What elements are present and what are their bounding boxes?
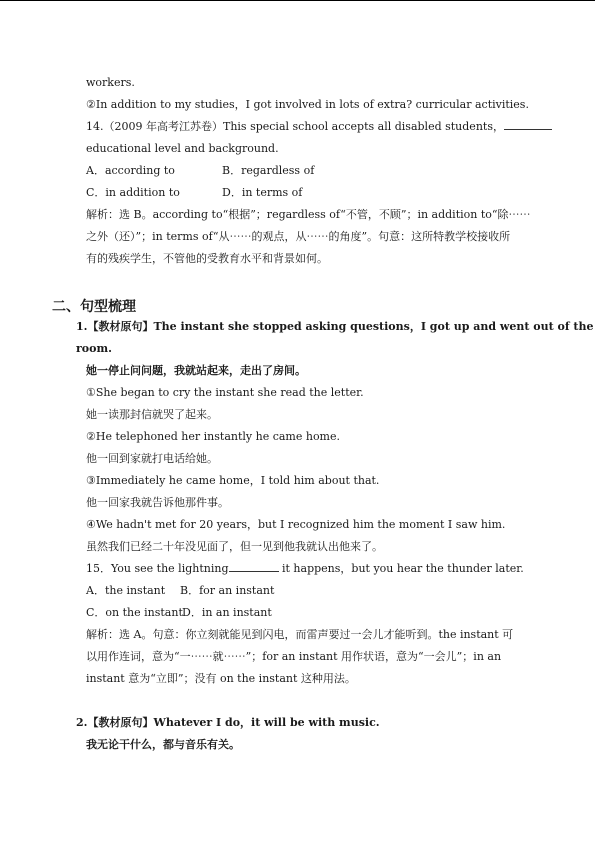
question-15-options-ab [86, 580, 542, 602]
option-d: D．in an instant [182, 606, 272, 619]
option-c: C．in addition to [86, 186, 180, 199]
example-en: ②He telephoned her instantly he came home. [86, 430, 340, 443]
question-15-explanation: instant 意为“立即”；没有 on the instant 这种用法。 [86, 672, 356, 685]
top-rule [0, 0, 595, 1]
question-15-stem [86, 558, 542, 580]
example-en: ③Immediately he came home，I told him about that. [86, 474, 380, 487]
item-1-heading: 1.【教材原句】The instant she stopped asking questions，I got up and went out of the [76, 320, 594, 333]
option-d: D．in terms of [222, 186, 303, 199]
example-cn: 她一读那封信就哭了起来。 [86, 408, 218, 421]
question-15-explanation: 解析：选 A。句意：你立刻就能见到闪电，而雷声要过一会儿才能听到。the instant 可 [86, 628, 514, 641]
option-c: C．on the instant [86, 606, 183, 619]
question-14-stem-cont: educational level and background. [86, 142, 279, 155]
question-14-stem-text: 14.（2009 年高考江苏卷）This special school accepts all disabled students， [86, 120, 504, 133]
example-cn: 虽然我们已经二十年没见面了，但一见到他我就认出他来了。 [86, 540, 383, 553]
section-2 [76, 316, 594, 690]
example-en: ④We hadn't met for 20 years，but I recognized him the moment I saw him. [86, 518, 506, 531]
example-en: ①She began to cry the instant she read the letter. [86, 386, 364, 399]
text-line: ②In addition to my studies，I got involved in lots of extra? curricular activities. [86, 98, 529, 111]
question-15-stem-text: 15．You see the lightning [86, 562, 229, 575]
item-1-heading-cont: room. [76, 342, 112, 355]
option-a: A．the instant [86, 584, 166, 597]
question-14-explanation: 有的残疾学生，不管他的受教育水平和背景如何。 [86, 252, 328, 265]
example-cn: 他一回到家就打电话给她。 [86, 452, 218, 465]
question-14-explanation: 解析：选 B。according to“根据”；regardless of“不管，不顾”；in addition to“除⋯⋯ [86, 208, 531, 221]
question-14-explanation: 之外（还）”；in terms of“从⋯⋯的观点，从⋯⋯的角度”。句意：这所特教学校接收所 [86, 230, 511, 243]
option-b: B．regardless of [222, 164, 315, 177]
item-1-translation: 她一停止问问题，我就站起来，走出了房间。 [86, 364, 306, 377]
item-2 [76, 712, 542, 756]
item-2-heading: 2.【教材原句】Whatever I do，it will be with music. [76, 716, 380, 729]
option-a: A．according to [86, 164, 175, 177]
text-line: workers. [86, 76, 135, 89]
section-1 [86, 72, 542, 270]
example-cn: 他一回家我就告诉他那件事。 [86, 496, 229, 509]
question-15-stem-text-cont: it happens，but you hear the thunder later. [278, 562, 524, 575]
answer-blank [504, 118, 552, 130]
question-15-explanation: 以用作连词，意为“一⋯⋯就⋯⋯”；for an instant 用作状语，意为“一会儿”；in an [86, 650, 502, 663]
question-14-stem [86, 116, 542, 138]
question-15-options-cd [86, 602, 542, 624]
option-b: B．for an instant [180, 584, 275, 597]
answer-blank [229, 560, 279, 572]
item-2-translation: 我无论干什么，都与音乐有关。 [86, 738, 240, 751]
section-title: 二、句型梳理 [52, 299, 136, 315]
question-14-options-ab [86, 160, 542, 182]
question-14-options-cd [86, 182, 542, 204]
